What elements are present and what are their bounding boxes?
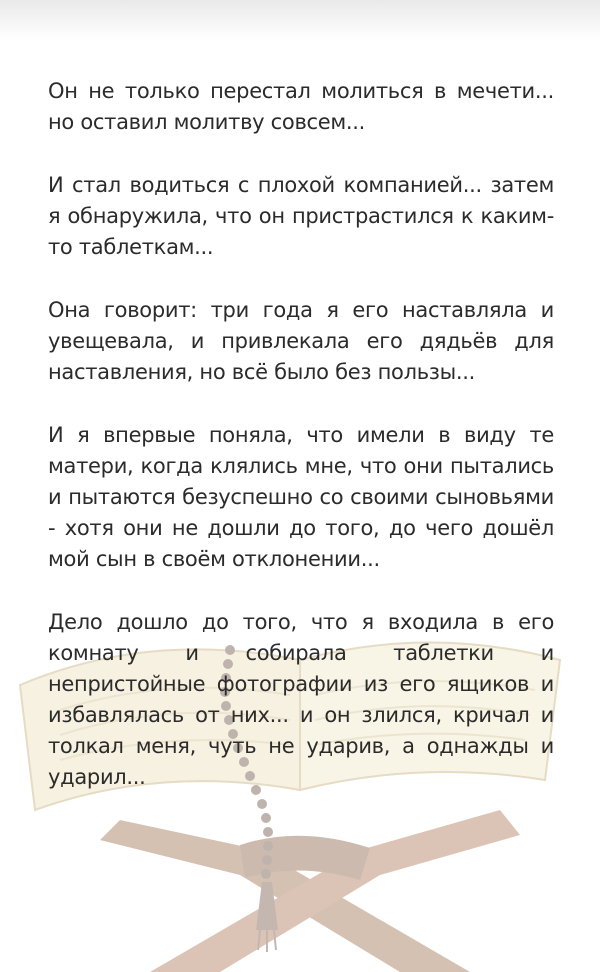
paragraph: Она говорит: три года я его наставляла и увещевала, и привлекала его дядьёв для наставления, но всё было без пользы... <box>48 298 554 384</box>
paragraph: И я впервые поняла, что имели в виду те матери, когда клялись мне, что они пытались и пытаются безуспешно со своими сыновьями - хотя они не дошли до того, до чего дошёл мой сын в своём отклонении... <box>48 423 554 571</box>
paragraph: Он не только перестал молиться в мечети... но оставил молитву совсем... <box>48 79 554 134</box>
story-text <box>48 76 554 825</box>
top-shade <box>0 0 600 40</box>
paragraph: Дело дошло до того, что я входила в его комнату и собирала таблетки и непристойные фотографии из его ящиков и избавлялась от них... и он злился, кричал и толкал меня, чуть не ударив, а однажды и ударил... <box>48 610 554 789</box>
paragraph: И стал водиться с плохой компанией... затем я обнаружила, что он пристрастился к каким-то таблеткам... <box>48 173 554 259</box>
